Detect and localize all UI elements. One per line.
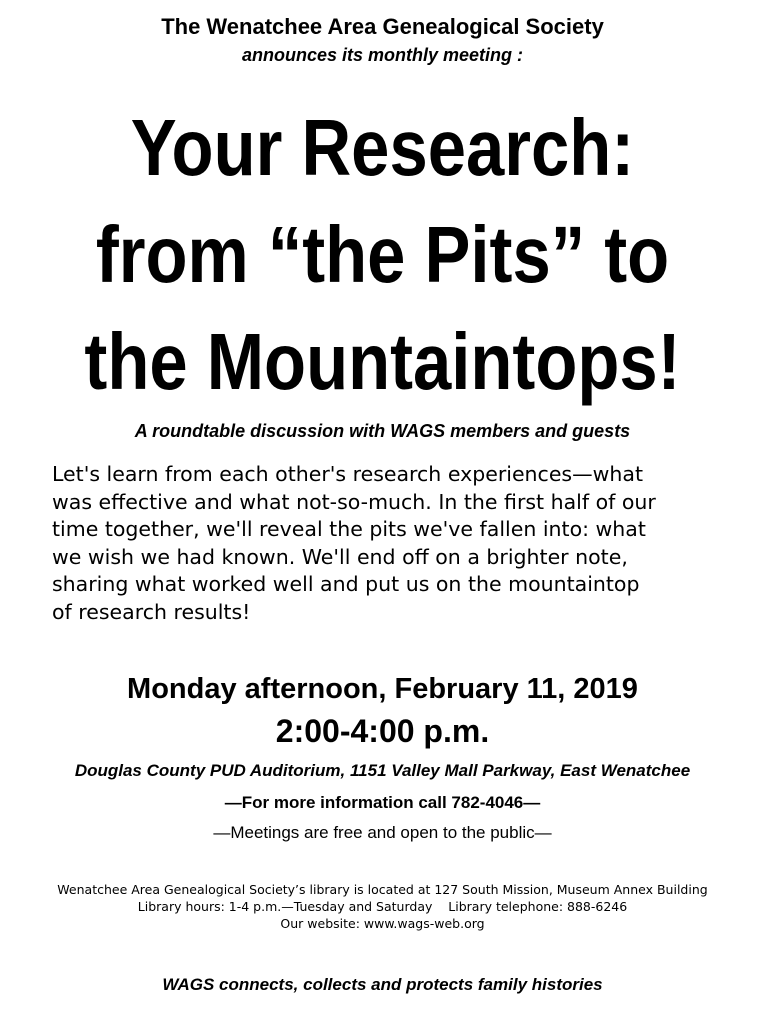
description-line: sharing what worked well and put us on the mountaintop	[52, 572, 640, 596]
description-paragraph	[52, 461, 732, 626]
contact-info: —For more information call 782-4046—	[224, 793, 541, 812]
meeting-venue: Douglas County PUD Auditorium, 1151 Valley Mall Parkway, East Wenatchee	[74, 761, 691, 780]
description-line: of research results!	[52, 599, 251, 624]
description-line: was effective and what not-so-much. In the first half of our	[52, 489, 656, 514]
library-location: Wenatchee Area Genealogical Society’s library is located at 127 South Mission, Museum Annex Building	[57, 882, 708, 897]
description-line: we wish we had known. We'll end off on a brighter note,	[52, 544, 628, 569]
organization-name: The Wenatchee Area Genealogical Society	[161, 14, 604, 39]
library-hours: Library hours: 1-4 p.m.—Tuesday and Saturday Library telephone: 888-6246	[137, 899, 628, 914]
headline-line-1: Your Research:	[130, 103, 635, 192]
description-line: Let's learn from each other's research experiences—what	[52, 462, 643, 486]
headline-line-2: from “the Pits” to	[95, 210, 670, 299]
meeting-date: Monday afternoon, February 11, 2019	[127, 673, 638, 705]
tagline: WAGS connects, collects and protects family histories	[162, 975, 603, 994]
subtitle: A roundtable discussion with WAGS members and guests	[134, 421, 631, 441]
library-website: Our website: www.wags-web.org	[280, 916, 485, 931]
description-line: time together, we'll reveal the pits we've fallen into: what	[52, 517, 646, 541]
announcement-line: announces its monthly meeting :	[241, 45, 524, 65]
admission-note: —Meetings are free and open to the public—	[213, 823, 552, 842]
headline-line-3: the Mountaintops!	[84, 317, 681, 406]
meeting-time: 2:00-4:00 p.m.	[275, 713, 490, 749]
